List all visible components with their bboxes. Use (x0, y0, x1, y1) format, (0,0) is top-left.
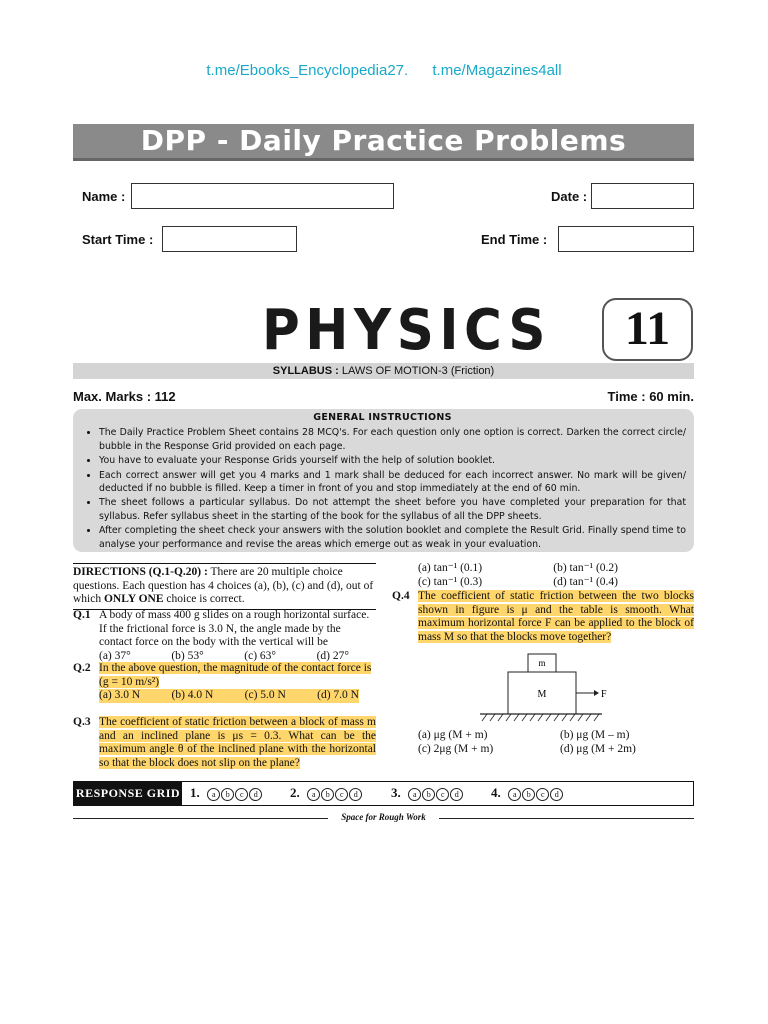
bubble-c[interactable]: c (536, 788, 549, 801)
q1-option-a: (a) 37° (99, 649, 131, 662)
date-field[interactable] (591, 183, 694, 209)
grid-q4-number: 4. (491, 785, 501, 800)
directions-emphasis: ONLY ONE (103, 593, 164, 605)
q2-options (99, 689, 359, 703)
q3-option-c: (c) tan⁻¹ (0.3) (418, 575, 483, 588)
telegram-links (0, 62, 768, 79)
syllabus-text: LAWS OF MOTION-3 (Friction) (341, 365, 495, 377)
response-grid (73, 781, 694, 806)
grid-q4 (491, 785, 563, 801)
instruction-item: • After completing the sheet check your answers with the solution booklet and complete the Result Grid. Finally spend time to analyse your performance and revise the areas which emerge out as weak in your evaluation. (99, 524, 686, 551)
date-label: Date : (551, 189, 588, 204)
directions (73, 563, 376, 610)
sheet-number: 11 (602, 298, 693, 361)
bubble-d[interactable]: d (550, 788, 563, 801)
name-field[interactable] (131, 183, 394, 209)
grid-q3-number: 3. (391, 785, 401, 800)
large-block-label: M (537, 689, 547, 700)
link-ebooks[interactable]: t.me/Ebooks_Encyclopedia27. (206, 62, 409, 79)
q2-text: In the above question, the magnitude of the contact force is (99, 662, 372, 674)
table-hatching (482, 714, 599, 721)
bubble-c[interactable]: c (436, 788, 449, 801)
question-2 (73, 662, 376, 703)
bubble-b[interactable]: b (321, 788, 334, 801)
general-instructions (73, 409, 694, 552)
grid-q1 (190, 785, 262, 801)
grid-q2-number: 2. (290, 785, 300, 800)
bubble-a[interactable]: a (508, 788, 521, 801)
grid-q2 (290, 785, 362, 801)
end-time-label: End Time : (481, 232, 548, 247)
instruction-item: • The sheet follows a particular syllabus. Do not attempt the sheet before you have completed your preparation for that syllabus. Refer syllabus sheet in the starting of the book for the syllabus of all the DPP sheets. (99, 496, 686, 523)
bubble-c[interactable]: c (335, 788, 348, 801)
q3-option-a: (a) tan⁻¹ (0.1) (418, 562, 483, 574)
page-banner: DPP - Daily Practice Problems (73, 124, 694, 161)
syllabus-bar (73, 363, 694, 379)
end-time-field[interactable] (558, 226, 694, 252)
q4-option-a: (a) μg (M + m) (418, 729, 488, 741)
q4-options (418, 729, 694, 757)
question-3 (73, 716, 376, 770)
name-label: Name : (82, 189, 126, 204)
q4-option-d: (d) μg (M + 2m) (560, 743, 636, 755)
instructions-title: GENERAL INSTRUCTIONS (313, 412, 452, 423)
syllabus-label: SYLLABUS : (272, 365, 339, 377)
q4-text: The coefficient of static friction between the two blocks shown in figure is μ and the table is smooth. What maximum horizontal force F can be applied to the block of mass M so that the blocks move together? (418, 590, 694, 643)
q2-number: Q.2 (73, 662, 91, 674)
q2-option-a: (a) 3.0 N (99, 689, 141, 701)
q2-gravity: (g = 10 m/s²) (99, 675, 160, 688)
q1-number: Q.1 (73, 609, 91, 621)
marks-row (73, 389, 694, 404)
directions-text-end: choice is correct. (163, 593, 245, 605)
start-time-field[interactable] (162, 226, 297, 252)
q1-option-b: (b) 53° (171, 649, 204, 662)
bubble-b[interactable]: b (221, 788, 234, 801)
bubble-d[interactable]: d (349, 788, 362, 801)
start-time-label: Start Time : (82, 232, 154, 247)
bubble-a[interactable]: a (408, 788, 421, 801)
small-block-label: m (538, 658, 546, 668)
q3-options (418, 562, 694, 589)
q2-option-c: (c) 5.0 N (244, 689, 286, 701)
force-arrowhead (594, 690, 599, 696)
q4-option-c: (c) 2μg (M + m) (418, 743, 494, 755)
q4-option-b: (b) μg (M – m) (560, 729, 630, 741)
q2-option-d: (d) 7.0 N (317, 689, 359, 701)
q3-text: The coefficient of static friction between a block of mass m and an inclined plane is μs = 0.3. What can be the maximum angle θ of the inclined plane with the horizontal so that the block does not slip on the plane? (99, 716, 376, 769)
directions-text: There are 20 multiple choice questions. Each question has 4 choices (a), (b), (c) and (d), out of which (73, 566, 374, 605)
bubble-b[interactable]: b (522, 788, 535, 801)
q3-number: Q.3 (73, 716, 91, 728)
question-4 (392, 590, 694, 644)
q3-option-b: (b) tan⁻¹ (0.2) (553, 562, 618, 574)
q3-option-d: (d) tan⁻¹ (0.4) (553, 575, 618, 588)
grid-q1-number: 1. (190, 785, 200, 800)
max-marks: Max. Marks : 112 (73, 389, 176, 404)
time-limit: Time : 60 min. (607, 389, 694, 404)
directions-head: DIRECTIONS (Q.1-Q.20) : (73, 566, 208, 578)
bubble-a[interactable]: a (207, 788, 220, 801)
bubble-b[interactable]: b (422, 788, 435, 801)
q1-options (99, 650, 349, 664)
question-1 (73, 609, 376, 663)
rough-work-label: Space for Rough Work (341, 812, 426, 822)
blocks-figure (478, 652, 608, 724)
instruction-item: • The Daily Practice Problem Sheet contains 28 MCQ's. For each question only one option is correct. Darken the correct circle/ bubble in the Response Grid provided on each page. (99, 426, 686, 453)
response-grid-label: RESPONSE GRID (74, 782, 182, 805)
instruction-item: • You have to evaluate your Response Grids yourself with the help of solution booklet. (99, 454, 686, 467)
q1-option-c: (c) 63° (244, 649, 277, 662)
bubble-a[interactable]: a (307, 788, 320, 801)
bubble-d[interactable]: d (450, 788, 463, 801)
force-label: F (601, 689, 607, 700)
bubble-d[interactable]: d (249, 788, 262, 801)
q1-text: A body of mass 400 g slides on a rough horizontal surface. If the frictional force is 3.0 N, the angle made by the contact force on the body with the vertical will be (99, 609, 370, 648)
instruction-item: • Each correct answer will get you 4 marks and 1 mark shall be deduced for each incorrect answer. No mark will be given/ deducted if no bubble is filled. Keep a timer in front of you and stop immediately at the end of 60 min. (99, 469, 686, 496)
grid-q3 (391, 785, 463, 801)
q4-number: Q.4 (392, 590, 410, 602)
q2-option-b: (b) 4.0 N (171, 689, 214, 701)
rough-work-divider (73, 812, 694, 822)
q1-option-d: (d) 27° (316, 649, 349, 662)
subject-title: PHYSICS (262, 298, 551, 363)
bubble-c[interactable]: c (235, 788, 248, 801)
link-magazines[interactable]: t.me/Magazines4all (432, 62, 562, 79)
